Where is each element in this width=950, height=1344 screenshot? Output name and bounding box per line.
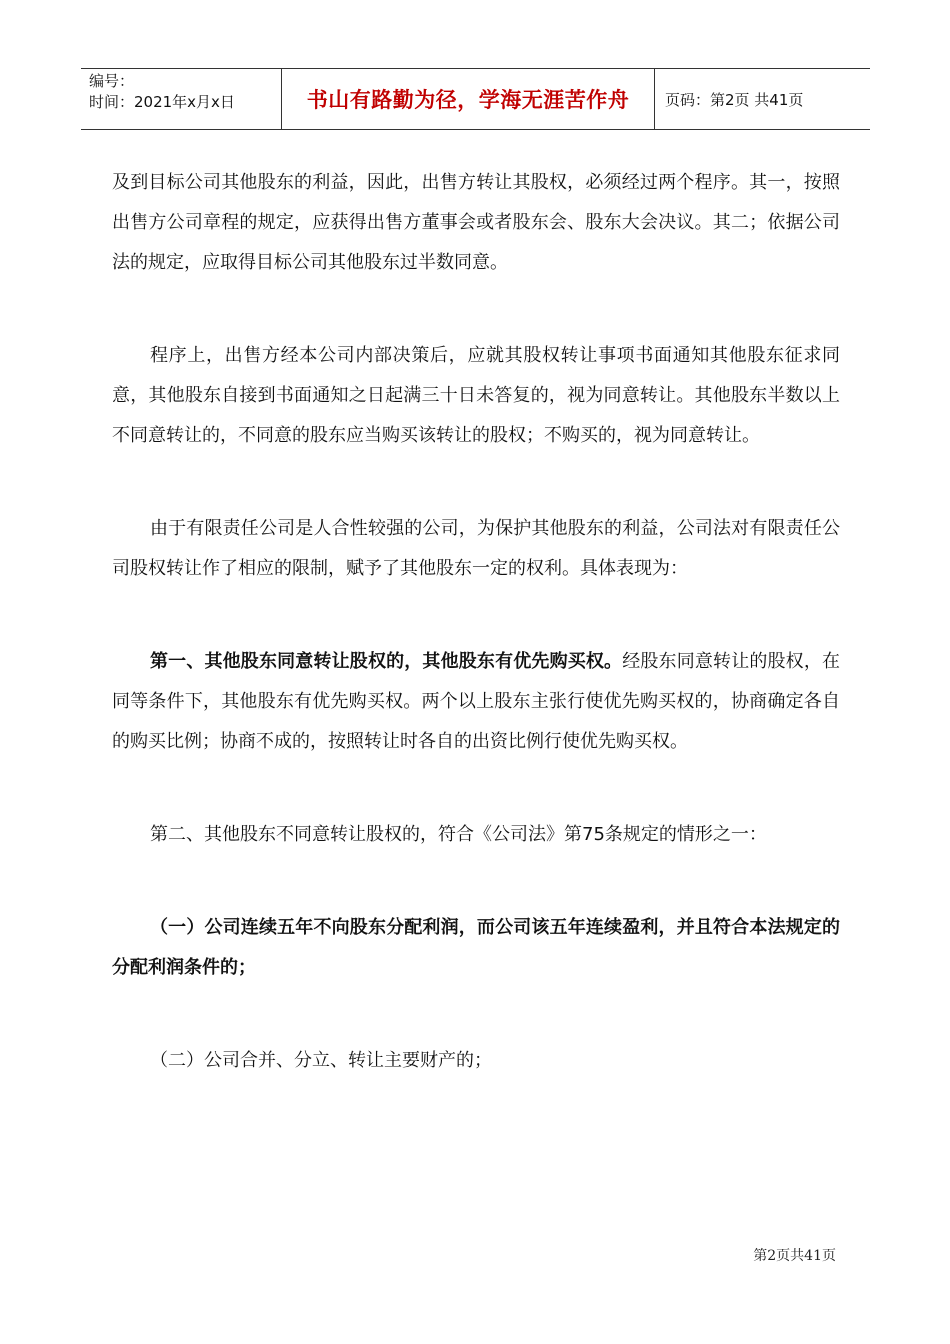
paragraph-3: 由于有限责任公司是人合性较强的公司，为保护其他股东的利益，公司法对有限责任公司股权转让作了相应的限制，赋予了其他股东一定的权利。具体表现为： xyxy=(112,518,840,579)
header-number: 编号： xyxy=(89,72,135,90)
paragraph-4-heading: 第一、其他股东同意转让股权的，其他股东有优先购买权。 xyxy=(150,651,623,672)
header-motto: 书山有路勤为径，学海无涯苦作舟 xyxy=(282,69,655,129)
header-meta xyxy=(81,69,282,129)
document-body xyxy=(112,163,840,1134)
paragraph-4-text: 经股东同意转让的股权，在同等条件下，其他股东有优先购买权。两个以上股东主张行使优先购买权的，协商确定各自的购买比例；协商不成的，按照转让时各自的出资比例行使优先购买权。 xyxy=(112,651,841,752)
page-footer: 第2页共41页 xyxy=(753,1248,836,1264)
paragraph-7: （二）公司合并、分立、转让主要财产的； xyxy=(150,1050,492,1071)
header-time: 时间：2021年x月x日 xyxy=(89,93,235,111)
paragraph-6: （一）公司连续五年不向股东分配利润，而公司该五年连续盈利，并且符合本法规定的分配利润条件的； xyxy=(112,917,840,978)
paragraph-5: 第二、其他股东不同意转让股权的，符合《公司法》第75条规定的情形之一： xyxy=(150,824,767,845)
paragraph-2: 程序上，出售方经本公司内部决策后，应就其股权转让事项书面通知其他股东征求同意，其他股东自接到书面通知之日起满三十日未答复的，视为同意转让。其他股东半数以上不同意转让的，不同意的股东应当购买该转让的股权；不购买的，视为同意转让。 xyxy=(112,345,840,446)
paragraph-4 xyxy=(112,642,840,762)
paragraph-1: 及到目标公司其他股东的利益，因此，出售方转让其股权，必须经过两个程序。其一，按照出售方公司章程的规定，应获得出售方董事会或者股东会、股东大会决议。其二；依据公司法的规定，应取得目标公司其他股东过半数同意。 xyxy=(112,172,840,273)
page-header xyxy=(81,68,870,130)
header-page: 页码：第2页 共41页 xyxy=(665,90,804,109)
